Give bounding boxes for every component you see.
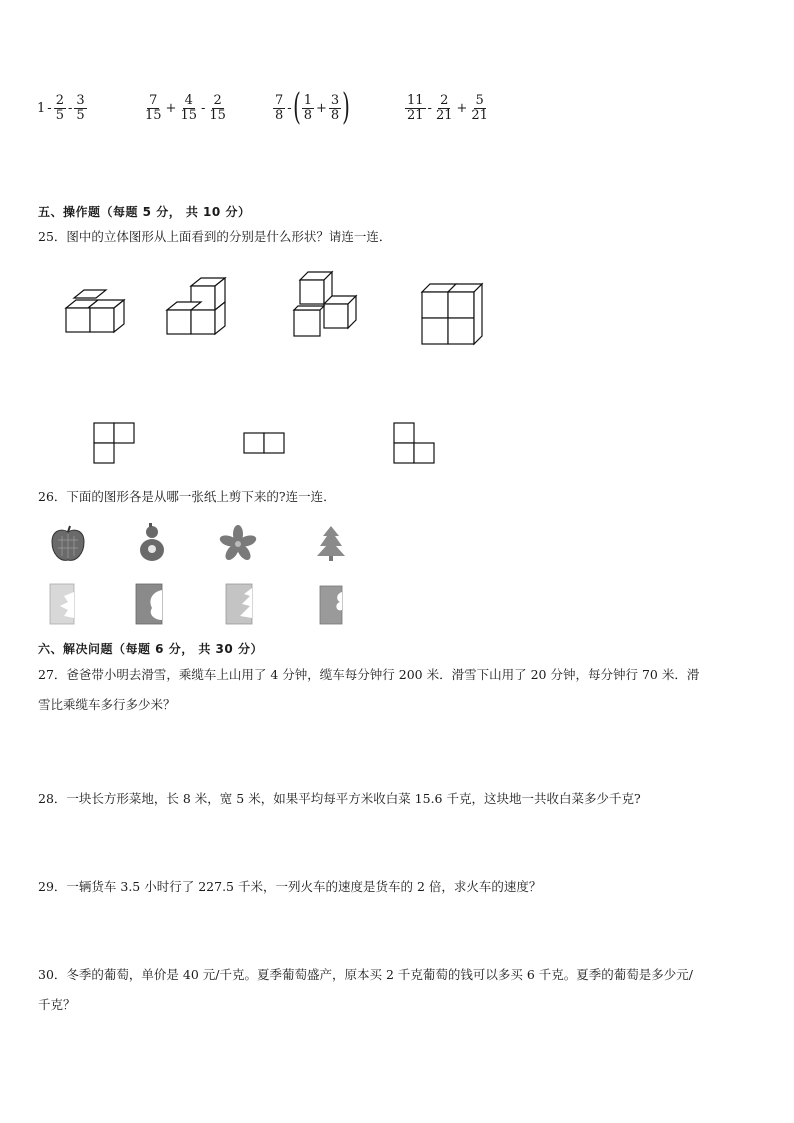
solid-figure-4 bbox=[418, 282, 484, 346]
numerator: 2 bbox=[55, 92, 64, 108]
denominator: 15 bbox=[145, 107, 162, 123]
solid1-front-right bbox=[90, 308, 114, 332]
question-27 bbox=[38, 660, 768, 720]
solid3-right-cube bbox=[324, 304, 348, 328]
denominator: 21 bbox=[435, 107, 453, 123]
question-27-line-2: 雪比乘缆车多行多少米？ bbox=[38, 697, 176, 712]
numerator: 11 bbox=[407, 92, 424, 108]
expr4-frac2 bbox=[434, 94, 455, 123]
expr1-lead: 1 bbox=[37, 100, 46, 116]
expr4-op1: - bbox=[427, 100, 432, 116]
section-5-title: 五、操作题（每题 5 分， 共 10 分） bbox=[38, 205, 251, 219]
solid3-upper-cube bbox=[300, 280, 324, 304]
question-30-line-2: 千克？ bbox=[38, 997, 76, 1012]
expr3-frac2 bbox=[302, 94, 314, 123]
view2-cell-b bbox=[264, 433, 284, 453]
solid4-lower-left bbox=[422, 318, 448, 344]
expression-1 bbox=[36, 86, 88, 130]
numerator: 4 bbox=[184, 92, 193, 108]
numerator: 5 bbox=[475, 92, 484, 108]
paper-half-gourd-notch bbox=[132, 582, 166, 626]
expr1-frac2 bbox=[74, 94, 86, 123]
question-29: 29．一辆货车 3.5 小时行了 227.5 千米，一列火车的速度是货车的 2 倍，求火车的速度？ bbox=[38, 879, 542, 894]
question-25: 25．图中的立体图形从上面看到的分别是什么形状？请连一连． bbox=[38, 229, 392, 244]
view2-cell-a bbox=[244, 433, 264, 453]
question-26: 26．下面的图形各是从哪一张纸上剪下来的?连一连． bbox=[38, 489, 336, 504]
solid2-front-left bbox=[167, 310, 191, 334]
view3-cell-c bbox=[414, 443, 434, 463]
expr2-frac1 bbox=[143, 94, 164, 123]
expr3-op1: - bbox=[287, 100, 292, 116]
apple-cutout bbox=[48, 524, 88, 564]
solid3-front-cube bbox=[294, 310, 320, 336]
solid4-lower-right bbox=[448, 318, 474, 344]
solid2-front-right bbox=[191, 310, 215, 334]
numerator: 7 bbox=[275, 92, 284, 108]
expr3-frac3 bbox=[329, 94, 341, 123]
expr3-op2: + bbox=[316, 100, 327, 116]
expr2-frac3 bbox=[207, 94, 228, 123]
expr1-op2: - bbox=[67, 100, 73, 116]
denominator: 21 bbox=[471, 107, 488, 123]
expr4-frac3 bbox=[469, 94, 490, 123]
solid3-front-top bbox=[294, 306, 324, 310]
view1-cell-a bbox=[94, 423, 114, 443]
numerator: 2 bbox=[440, 92, 449, 108]
solid-figure-1 bbox=[62, 290, 128, 336]
view1-cell-b bbox=[114, 423, 134, 443]
denominator: 5 bbox=[76, 107, 85, 123]
expr2-op1: + bbox=[165, 100, 177, 116]
denominator: 8 bbox=[275, 107, 284, 123]
numerator: 7 bbox=[149, 92, 158, 108]
view3-cell-b bbox=[394, 443, 414, 463]
denominator: 15 bbox=[209, 107, 226, 123]
top-view-1 bbox=[92, 421, 138, 467]
solid-figure-2 bbox=[163, 276, 229, 340]
question-27-line-1: 27．爸爸带小明去滑雪，乘缆车上山用了 4 分钟，缆车每分钟行 200 米．滑雪下山用了 20 分钟，每分钟行 70 米．滑 bbox=[38, 667, 700, 682]
expr1-op1: - bbox=[47, 100, 52, 116]
solid4-upper-right bbox=[448, 292, 474, 318]
top-view-2 bbox=[242, 431, 288, 457]
section-6-title: 六、解决问题（每题 6 分， 共 30 分） bbox=[38, 642, 263, 656]
solid4-upper-left bbox=[422, 292, 448, 318]
numerator: 2 bbox=[213, 92, 222, 108]
expression-4 bbox=[404, 86, 491, 130]
view3-cell-a bbox=[394, 423, 414, 443]
expression-3 bbox=[272, 86, 350, 130]
expr1-frac1 bbox=[54, 94, 66, 123]
numerator: 3 bbox=[330, 92, 340, 108]
question-30-line-1: 30．冬季的葡萄，单价是 40 元/千克。夏季葡萄盛产，原本买 2 千克葡萄的钱可以多买 6 千克。夏季的葡萄是多少元/ bbox=[38, 967, 693, 982]
denominator: 5 bbox=[55, 107, 64, 123]
expr2-frac2 bbox=[178, 94, 199, 123]
expr3-right-paren: ) bbox=[342, 87, 351, 128]
star-flower-cutout bbox=[218, 524, 258, 562]
expression-2 bbox=[142, 86, 229, 130]
expr2-op2: - bbox=[201, 100, 206, 116]
top-view-3 bbox=[392, 421, 438, 467]
expr4-frac1 bbox=[405, 94, 426, 123]
solid4-side bbox=[474, 284, 482, 344]
solid1-top-back bbox=[74, 290, 106, 298]
expr3-frac1 bbox=[273, 94, 285, 123]
solid1-front-left bbox=[66, 308, 90, 332]
denominator: 21 bbox=[407, 107, 424, 123]
denominator: 8 bbox=[303, 107, 313, 123]
question-30 bbox=[38, 960, 768, 1020]
numerator: 3 bbox=[76, 92, 85, 108]
expr4-op2: + bbox=[456, 100, 468, 116]
numerator: 1 bbox=[303, 92, 313, 108]
view1-cell-c bbox=[94, 443, 114, 463]
solid-figure-3 bbox=[290, 272, 360, 340]
paper-leaf-notch bbox=[46, 582, 80, 626]
question-28: 28．一块长方形菜地，长 8 米，宽 5 米，如果平均每平方米收白菜 15.6 千克，这块地一共收白菜多少千克? bbox=[38, 791, 641, 806]
paper-tree-notch bbox=[222, 582, 256, 626]
gourd-cutout bbox=[134, 522, 170, 564]
denominator: 15 bbox=[180, 107, 197, 123]
expr3-left-paren: ( bbox=[292, 87, 301, 128]
paper-flower-notch bbox=[314, 582, 348, 626]
pine-tree-cutout bbox=[314, 524, 348, 562]
denominator: 8 bbox=[330, 107, 340, 123]
